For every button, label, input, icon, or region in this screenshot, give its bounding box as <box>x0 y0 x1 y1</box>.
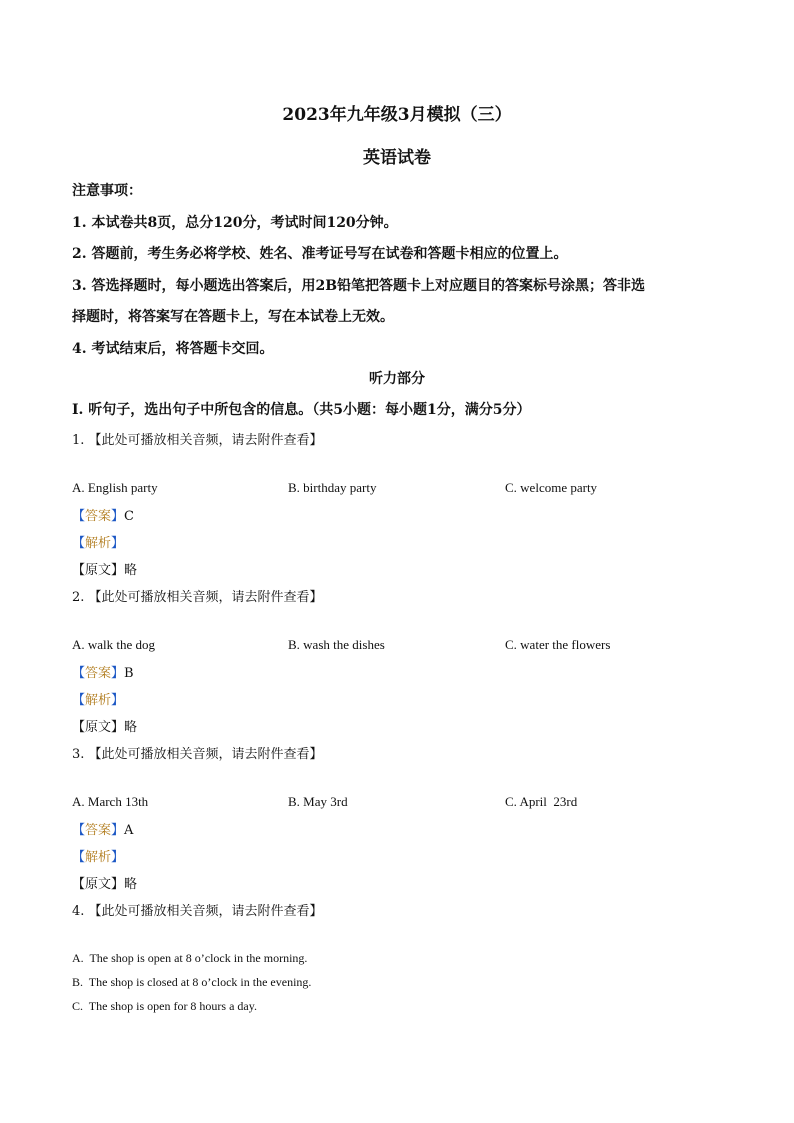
q3-original-text: 【原文】略 <box>72 877 138 892</box>
audio-prompt: 【此处可播放相关音频，请去附件查看】 <box>88 904 323 919</box>
q3-option-b: B. May 3rd <box>288 794 348 809</box>
question-number: 1. <box>72 433 85 448</box>
answer-value: A <box>124 823 134 838</box>
q1-option-b: B. birthday party <box>288 480 377 495</box>
analysis-label: 解析 <box>85 693 112 708</box>
q1-option-a: A. English party <box>72 480 158 495</box>
q3-answer <box>72 819 133 838</box>
question-number: 3. <box>72 747 85 762</box>
part-heading: I. 听句子，选出句子中所包含的信息。（共5小题：每小题1分，满分5分） <box>72 402 531 418</box>
note-item-3: 3. 答选择题时，每小题选出答案后，用2B铅笔把答题卡上对应题目的答案标号涂黑；答非选 <box>72 278 646 294</box>
q4-option-a: A. The shop is open at 8 o’clock in the morning. <box>72 951 308 965</box>
answer-value: B <box>124 666 134 681</box>
q1-analysis <box>72 532 124 551</box>
answer-label: 答案 <box>85 823 112 838</box>
q4-option-c: C. The shop is open for 8 hours a day. <box>72 999 257 1013</box>
bracket-close: 】 <box>111 666 125 681</box>
note-item-4: 4. 考试结束后，将答题卡交回。 <box>72 341 274 357</box>
q1-answer <box>72 505 134 524</box>
analysis-label: 解析 <box>85 536 112 551</box>
exam-subtitle: 英语试卷 <box>363 148 431 168</box>
analysis-label: 解析 <box>85 850 112 865</box>
q1-option-c: C. welcome party <box>505 480 598 495</box>
bracket-open: 【 <box>72 509 86 524</box>
notes-heading: 注意事项： <box>72 183 142 199</box>
bracket-open: 【 <box>72 693 86 708</box>
bracket-close: 】 <box>111 850 125 865</box>
audio-prompt: 【此处可播放相关音频，请去附件查看】 <box>88 590 323 605</box>
bracket-close: 】 <box>111 823 125 838</box>
note-item-1: 1. 本试卷共8页，总分120分，考试时间120分钟。 <box>72 215 398 231</box>
question-4 <box>72 900 323 919</box>
answer-label: 答案 <box>85 666 112 681</box>
q3-option-a: A. March 13th <box>72 794 149 809</box>
bracket-close: 】 <box>111 536 125 551</box>
q3-option-c: C. April 23rd <box>505 794 578 809</box>
audio-prompt: 【此处可播放相关音频，请去附件查看】 <box>88 433 323 448</box>
bracket-open: 【 <box>72 666 86 681</box>
bracket-open: 【 <box>72 823 86 838</box>
q2-original-text: 【原文】略 <box>72 720 138 735</box>
note-item-2: 2. 答题前，考生务必将学校、姓名、准考证号写在试卷和答题卡相应的位置上。 <box>72 246 568 262</box>
question-3 <box>72 743 323 762</box>
q2-answer <box>72 662 134 681</box>
answer-value: C <box>124 509 134 524</box>
q2-option-b: B. wash the dishes <box>288 637 385 652</box>
answer-label: 答案 <box>85 509 112 524</box>
bracket-open: 【 <box>72 536 86 551</box>
section-title: 听力部分 <box>369 371 425 387</box>
question-number: 4. <box>72 904 85 919</box>
bracket-open: 【 <box>72 850 86 865</box>
question-number: 2. <box>72 590 85 605</box>
question-1 <box>72 429 323 448</box>
bracket-close: 】 <box>111 509 125 524</box>
q3-analysis <box>72 846 124 865</box>
q4-option-b: B. The shop is closed at 8 o’clock in the evening. <box>72 975 312 989</box>
bracket-close: 】 <box>111 693 125 708</box>
note-item-3-continued: 择题时，将答案写在答题卡上，写在本试卷上无效。 <box>72 309 394 325</box>
q2-option-a: A. walk the dog <box>72 637 156 652</box>
q2-option-c: C. water the flowers <box>505 637 611 652</box>
question-2 <box>72 586 323 605</box>
audio-prompt: 【此处可播放相关音频，请去附件查看】 <box>88 747 323 762</box>
q2-analysis <box>72 689 124 708</box>
exam-title: 2023年九年级3月模拟（三） <box>282 105 512 125</box>
q1-original-text: 【原文】略 <box>72 563 138 578</box>
